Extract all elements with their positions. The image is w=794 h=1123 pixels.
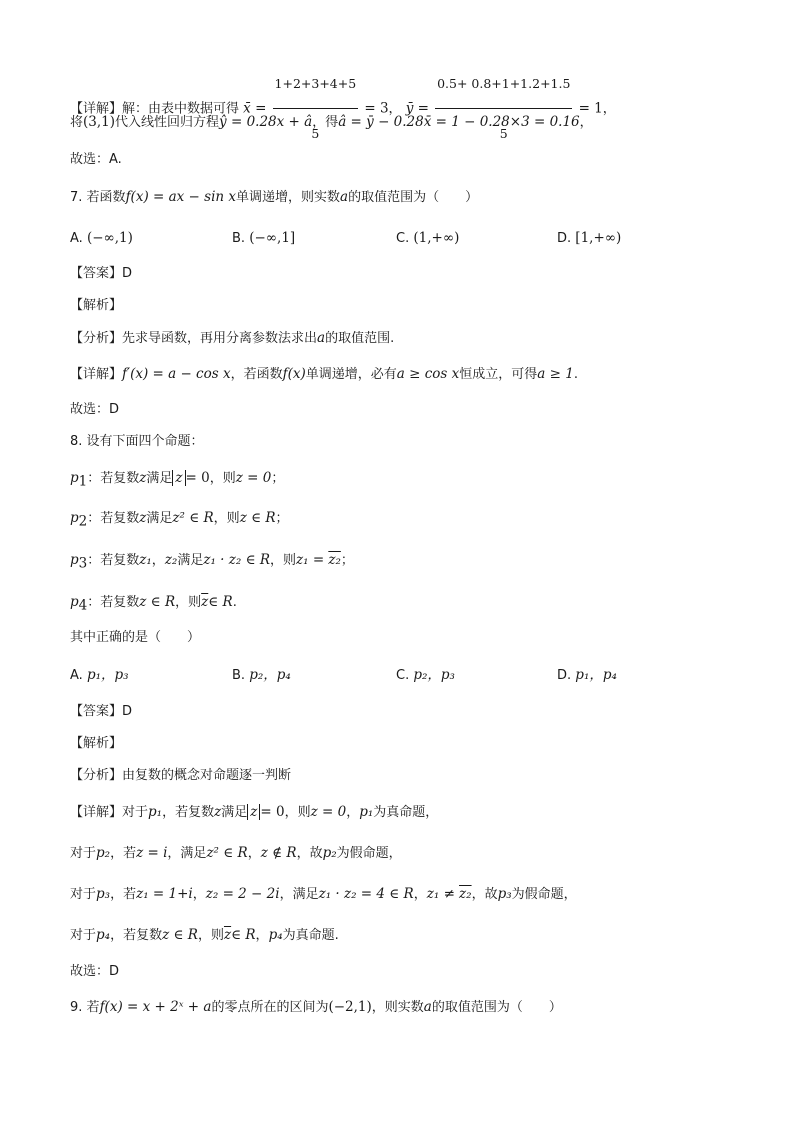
option-value: (1,+∞) [413,230,460,246]
variable-z: z [139,470,147,486]
line-end: . [232,595,237,610]
option-letter: A. [70,231,83,246]
text: 对于 [70,928,97,943]
text: ：若复数 [87,511,140,526]
q8-option-a [70,665,129,686]
condition: z ∈ R [139,594,176,610]
line-end: ； [275,511,289,526]
text: ，若复数 [110,928,163,943]
q8-detail-4 [70,925,339,946]
separator: ， [192,887,206,902]
q7-analysis-heading: 【解析】 [70,298,123,313]
q8-detail-2 [70,843,402,864]
prop-subscript: 3 [78,555,88,572]
line-end: ； [340,553,354,568]
text: 将 [70,115,84,130]
option-letter: B. [232,231,246,246]
fraction-denominator: 5 [311,126,320,141]
inequality: a ≥ cos x [396,366,460,382]
option-letter: C. [396,231,410,246]
question-number: 8. [70,434,83,449]
text: ， [413,887,427,902]
function-symbol: f(x) [282,366,306,382]
text: 先求导函数，再用分离参数法求出 [122,331,318,346]
option-value: [1,+∞) [575,230,622,246]
result: z = 0 [235,470,272,486]
line-end: ； [271,471,285,486]
detail-label: 【详解】 [70,367,123,382]
condition: z ∈ R [162,927,198,943]
result: z ∈ R [239,510,276,526]
variable-z1: z₁ [139,552,152,568]
text: ， [346,805,360,820]
option-value: (−∞,1] [249,230,296,246]
result: z ∉ R [260,845,297,861]
text: ，则实数 [371,1000,424,1015]
detail-label: 【详解】 [70,101,123,117]
q7-detail [70,364,578,385]
equation: = 0 [260,804,285,820]
conjugate: z₂ [328,552,341,568]
fraction-ybar [435,62,572,156]
text: ，得 [312,115,339,130]
abs-value: z [172,470,185,486]
equation: z₂ = 2 − 2i [205,886,280,902]
text: 的取值范围为（ ） [431,1000,562,1015]
text: ，若 [110,846,137,861]
prop-symbol: p₁ [148,804,163,820]
text: 满足 [177,553,204,568]
prop-symbol: p₁ [359,804,374,820]
text: ，则 [197,928,224,943]
function-expression: f(x) = ax − sin x [125,189,237,205]
prop-symbol: p [70,510,79,526]
result: ∈ R [231,927,256,943]
text: ，则 [284,805,311,820]
text: 的零点所在的区间为 [211,1000,329,1015]
option-letter: B. [232,668,246,683]
line-end: ， [602,101,616,117]
text: ，若复数 [162,805,215,820]
q7-option-d [557,228,621,249]
text: ， [255,928,269,943]
detail-line-mean [70,62,616,156]
inequality: z₁ ≠ [426,886,455,902]
abs-value: z [247,804,260,820]
q7-answer: 【答案】D [70,266,133,281]
condition: z² ∈ R [172,510,214,526]
q7-option-a [70,228,133,249]
q8-detail-3 [70,884,577,905]
text: ，故 [296,846,323,861]
text: ：若复数 [87,595,140,610]
variable-a: a [423,999,432,1015]
text: 代入线性回归方程 [115,115,220,130]
text: 为真命题， [373,805,439,820]
xbar-result: = 3 [364,100,389,117]
derivative-expression: f′(x) = a − cos x [122,366,231,382]
separator: ， [388,101,402,117]
condition: z² ∈ R [206,845,248,861]
option-letter: A. [70,668,83,683]
text: 设有下面四个命题： [86,434,204,449]
q8-analysis-heading: 【解析】 [70,736,123,751]
text: ，满足 [279,887,319,902]
text: 对于 [122,805,149,820]
detail-text: 解：由表中数据可得 [122,101,240,117]
result: z = 0 [310,804,347,820]
variable-z: z [139,510,147,526]
q8-question: 其中正确的是（ ） [70,630,201,645]
fraction-numerator: 0.5+ 0.8+1+1.2+1.5 [435,62,572,109]
answer-select-6: 故选：A. [70,152,122,167]
text: ，若 [110,887,137,902]
option-letter: C. [396,668,410,683]
question-7 [70,187,478,208]
question-8 [70,432,204,452]
equation: = 0 [185,470,210,486]
text: 的取值范围为（ ） [348,190,479,205]
text: ：若复数 [87,553,140,568]
conjugate: z₂ [459,886,472,902]
ybar-result: = 1 [578,100,603,117]
text: ，满足 [167,846,207,861]
q7-select: 故选：D [70,402,120,417]
condition: z₁ · z₂ = 4 ∈ R [318,886,414,902]
text: 对于 [70,846,97,861]
condition: z₁ · z₂ ∈ R [203,552,271,568]
q8-select: 故选：D [70,964,120,979]
variable-z: z [214,804,222,820]
option-letter: D. [557,231,572,246]
q7-option-b [232,228,295,249]
intercept-equation: â = ȳ − 0.28x̄ = 1 − 0.28×3 = 0.16 [338,114,580,130]
text: ，则 [175,595,202,610]
variable-a: a [340,189,349,205]
prop-symbol: p [70,594,79,610]
option-value: p₂，p₃ [413,667,455,683]
text: ，则 [209,471,236,486]
prop-symbol: p₄ [268,927,283,943]
text: 为假命题， [336,846,402,861]
option-value: (−∞,1) [86,230,133,246]
question-9 [70,997,562,1018]
prop-symbol: p₂ [96,845,111,861]
proposition-p4 [70,592,237,616]
q8-option-d [557,665,617,686]
prop-subscript: 2 [78,513,88,530]
question-number: 9. [70,1000,83,1015]
text: ，则 [213,511,240,526]
result: a ≥ 1 [537,366,574,382]
prop-symbol: p [70,470,79,486]
text: 单调递增，必有 [305,367,397,382]
analysis-label: 【分析】 [70,768,123,783]
text: 的取值范围. [325,331,395,346]
prop-subscript: 1 [78,473,88,490]
proposition-p2 [70,508,289,532]
prop-symbol: p₃ [497,886,512,902]
option-value: p₂，p₄ [249,667,291,683]
q8-option-b [232,665,291,686]
fraction-numerator: 1+2+3+4+5 [273,62,359,109]
text: 由复数的概念对命题逐一判断 [122,768,292,783]
xbar-symbol: x̄ = [243,100,267,117]
prop-subscript: 4 [78,597,88,614]
prop-symbol: p₃ [96,886,111,902]
q8-answer: 【答案】D [70,704,133,719]
text: ，若函数 [230,367,283,382]
text: ：若复数 [87,471,140,486]
text: ， [247,846,261,861]
text: 单调递增，则实数 [236,190,341,205]
point: (3,1) [83,114,116,130]
result: ∈ R [208,594,233,610]
fraction-denominator: 5 [499,126,508,141]
text: 满足 [221,805,248,820]
q7-option-c [396,228,459,249]
text: ，则 [270,553,297,568]
equation: z = i [136,845,168,861]
option-value: p₁，p₄ [575,667,617,683]
text: 恒成立，可得 [459,367,538,382]
q8-analysis [70,766,291,786]
prop-symbol: p₄ [96,927,111,943]
variable-a: a [317,330,326,346]
text: 满足 [146,511,173,526]
q7-analysis [70,328,394,349]
text: 对于 [70,887,97,902]
q8-option-c [396,665,455,686]
proposition-p1 [70,468,284,492]
text: 为假命题， [511,887,577,902]
variable-z2: z₂ [164,552,178,568]
text: 若函数 [86,190,126,205]
text: 满足 [146,471,173,486]
text: ，故 [471,887,498,902]
conjugate: $\overline{z}$ [223,927,232,943]
separator: ， [151,553,165,568]
regression-equation: ŷ = 0.28x + â [219,114,313,130]
detail-label: 【详解】 [70,805,123,820]
analysis-label: 【分析】 [70,331,123,346]
detail-line-regression [70,112,593,133]
ybar-symbol: ȳ = [405,100,429,117]
option-value: p₁，p₃ [86,667,129,683]
option-letter: D. [557,668,572,683]
proposition-p3 [70,550,354,574]
fraction-xbar [273,62,359,156]
question-number: 7. [70,190,83,205]
interval: (−2,1) [328,999,372,1015]
line-end: ， [579,115,593,130]
text: 若 [86,1000,100,1015]
prop-symbol: p [70,552,79,568]
text: 为真命题. [282,928,339,943]
result: z₁ = [296,552,325,568]
prop-symbol: p₂ [322,845,337,861]
line-end: . [573,367,578,382]
conjugate: $\overline{z}$ [201,594,209,610]
equation: z₁ = 1+i [136,886,193,902]
function-expression: f(x) = x + 2ˣ + a [99,999,212,1015]
q8-detail-1 [70,802,438,823]
